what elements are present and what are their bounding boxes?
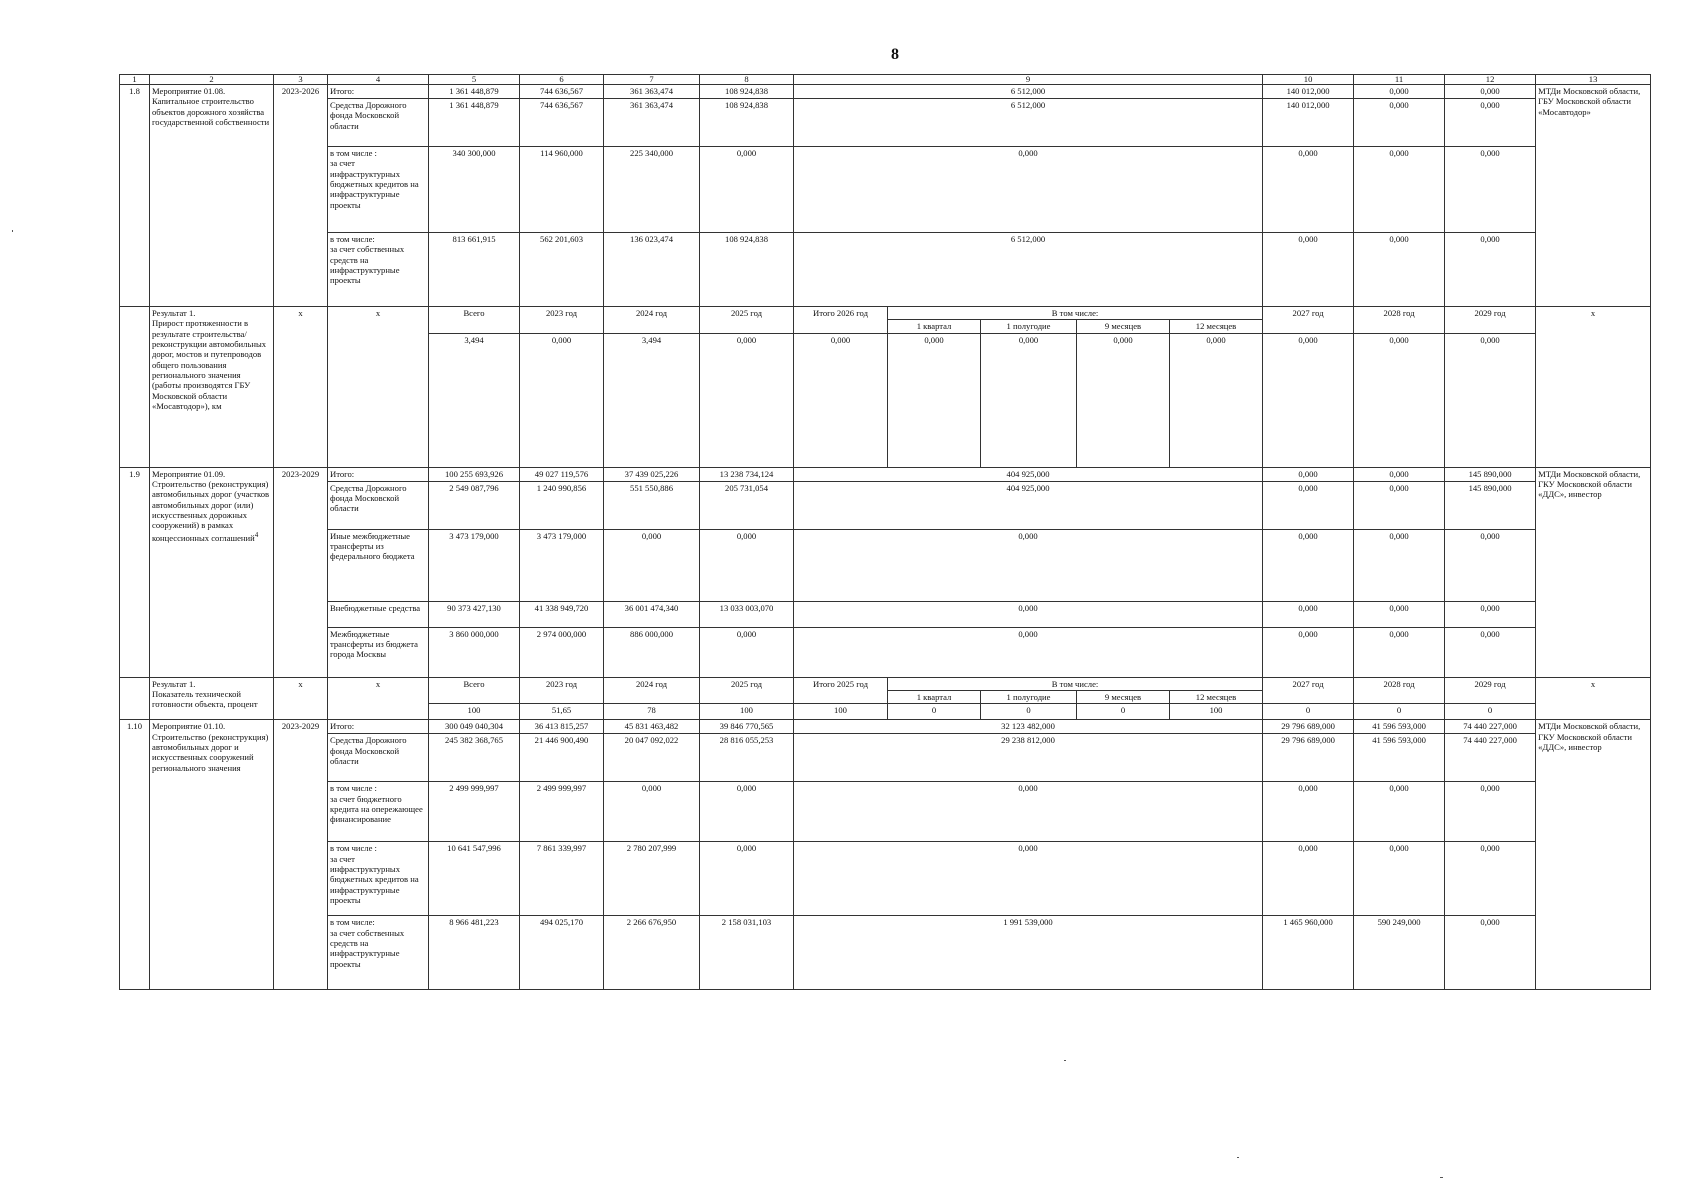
executor: МТДи Московской области, ГКУ Московской области «ДДС», инвестор — [1536, 720, 1651, 990]
amount-cell: 0,000 — [1445, 601, 1536, 627]
result-value: 0,000 — [1354, 333, 1445, 467]
result-incl-head: В том числе: — [888, 677, 1263, 690]
funding-source: Средства Дорожного фонда Московской области — [328, 481, 429, 529]
amount-2026-cell: 1 991 539,000 — [794, 916, 1263, 990]
column-header-8: 8 — [700, 75, 794, 85]
amount-cell: 74 440 227,000 — [1445, 734, 1536, 782]
amount-cell: 205 731,054 — [700, 481, 794, 529]
amount-2026-cell: 0,000 — [794, 147, 1263, 233]
funding-source: Иные межбюджетные трансферты из федерального бюджета — [328, 529, 429, 601]
column-header-1: 1 — [120, 75, 150, 85]
column-header-4: 4 — [328, 75, 429, 85]
result-year-head: 2027 год — [1263, 677, 1354, 704]
amount-cell: 0,000 — [700, 842, 794, 916]
amount-2026-cell: 6 512,000 — [794, 99, 1263, 147]
table-row — [120, 782, 1651, 842]
amount-cell: 3 473 179,000 — [429, 529, 520, 601]
amount-2026-cell: 6 512,000 — [794, 233, 1263, 307]
amount-cell: 361 363,474 — [604, 85, 700, 99]
amount-cell: 0,000 — [1445, 99, 1536, 147]
amount-cell: 41 338 949,720 — [520, 601, 604, 627]
result-quarter-head: 12 месяцев — [1170, 690, 1263, 703]
measure-name — [150, 720, 274, 990]
result-quarter-head: 9 месяцев — [1077, 690, 1170, 703]
amount-cell: 0,000 — [1263, 601, 1354, 627]
amount-cell: 744 636,567 — [520, 85, 604, 99]
amount-cell: 8 966 481,223 — [429, 916, 520, 990]
result-value: 100 — [794, 704, 888, 720]
amount-2026-cell: 0,000 — [794, 601, 1263, 627]
amount-cell: 0,000 — [1354, 782, 1445, 842]
amount-cell: 49 027 119,576 — [520, 467, 604, 481]
amount-cell: 41 596 593,000 — [1354, 720, 1445, 734]
column-header-5: 5 — [429, 75, 520, 85]
result-quarter-head: 1 квартал — [888, 690, 981, 703]
result-value: 100 — [700, 704, 794, 720]
amount-cell: 1 361 448,879 — [429, 85, 520, 99]
amount-2026-cell: 0,000 — [794, 529, 1263, 601]
result-year-head: 2027 год — [1263, 307, 1354, 334]
amount-cell: 145 890,000 — [1445, 467, 1536, 481]
amount-2026-cell: 0,000 — [794, 782, 1263, 842]
table-row — [120, 99, 1651, 147]
funding-source: в том числе: за счет собственных средств на инфраструктурные проекты — [328, 916, 429, 990]
amount-cell: 361 363,474 — [604, 99, 700, 147]
amount-cell: 13 033 003,070 — [700, 601, 794, 627]
amount-cell: 0,000 — [1354, 481, 1445, 529]
amount-cell: 0,000 — [1354, 467, 1445, 481]
result-year-head: 2028 год — [1354, 677, 1445, 704]
amount-cell: 36 001 474,340 — [604, 601, 700, 627]
amount-cell: 2 158 031,103 — [700, 916, 794, 990]
result-year-head: 2023 год — [520, 677, 604, 704]
amount-cell: 0,000 — [1263, 782, 1354, 842]
result-value: 0 — [1077, 704, 1170, 720]
amount-cell: 41 596 593,000 — [1354, 734, 1445, 782]
amount-cell: 0,000 — [1354, 147, 1445, 233]
result-incl-head: В том числе: — [888, 307, 1263, 320]
amount-cell: 108 924,838 — [700, 233, 794, 307]
row-number-empty — [120, 307, 150, 468]
amount-cell: 39 846 770,565 — [700, 720, 794, 734]
amount-cell: 0,000 — [700, 627, 794, 677]
period: 2023-2029 — [274, 467, 328, 677]
amount-cell: 0,000 — [1354, 99, 1445, 147]
result-year-head: 2024 год — [604, 307, 700, 334]
result-x: х — [1536, 307, 1651, 468]
column-header-12: 12 — [1445, 75, 1536, 85]
result-quarter-head: 9 месяцев — [1077, 320, 1170, 333]
row-number-empty — [120, 677, 150, 720]
column-header-13: 13 — [1536, 75, 1651, 85]
amount-cell: 0,000 — [1263, 842, 1354, 916]
result-name: Результат 1. Прирост протяженности в результате строительства/ реконструкции автомобильных дорог, мостов и путепроводов общего пользования регионального значения (работы производятся ГБУ Московской области «Мосавтодор»), км — [150, 307, 274, 468]
result-value: 3,494 — [429, 333, 520, 467]
measure-name-text: Мероприятие 01.09. Строительство (реконструкция) автомобильных дорог (участков автомобильных дорог (или) искусственных дорожных сооружений) в рамках концессионных соглашений — [152, 468, 270, 543]
amount-cell: 13 238 734,124 — [700, 467, 794, 481]
result-year-head: Итого 2026 год — [794, 307, 888, 334]
table-row — [120, 75, 1651, 85]
table-row — [120, 842, 1651, 916]
result-year-head: 2025 год — [700, 307, 794, 334]
result-year-head: 2028 год — [1354, 307, 1445, 334]
funding-source: в том числе : за счет инфраструктурных бюджетных кредитов на инфраструктурные проекты — [328, 147, 429, 233]
executor: МТДи Московской области, ГКУ Московской области «ДДС», инвестор — [1536, 467, 1651, 677]
amount-cell: 0,000 — [700, 529, 794, 601]
scan-speck — [1064, 1060, 1066, 1061]
result-year-head: Итого 2025 год — [794, 677, 888, 704]
result-value: 0 — [1445, 704, 1536, 720]
amount-cell: 1 465 960,000 — [1263, 916, 1354, 990]
amount-cell: 0,000 — [1263, 481, 1354, 529]
amount-cell: 3 860 000,000 — [429, 627, 520, 677]
amount-cell: 2 549 087,796 — [429, 481, 520, 529]
column-header-9: 9 — [794, 75, 1263, 85]
measure-name-text: Мероприятие 01.08. Капитальное строительство объектов дорожного хозяйства государственной собственности — [152, 86, 270, 127]
page-number: 8 — [891, 46, 899, 63]
scan-speck — [1440, 1177, 1443, 1178]
row-number: 1.10 — [120, 720, 150, 990]
amount-cell: 300 049 040,304 — [429, 720, 520, 734]
scan-speck — [1237, 1157, 1239, 1158]
result-year-head: 2024 год — [604, 677, 700, 704]
amount-cell: 36 413 815,257 — [520, 720, 604, 734]
result-value: 100 — [429, 704, 520, 720]
amount-cell: 0,000 — [1354, 627, 1445, 677]
result-value: 0,000 — [700, 333, 794, 467]
amount-2026-cell: 404 925,000 — [794, 467, 1263, 481]
result-x: х — [328, 307, 429, 468]
amount-2026-cell: 32 123 482,000 — [794, 720, 1263, 734]
result-year-head: Всего — [429, 307, 520, 334]
amount-cell: 136 023,474 — [604, 233, 700, 307]
result-value: 0,000 — [1263, 333, 1354, 467]
result-value: 0,000 — [1170, 333, 1263, 467]
amount-cell: 29 796 689,000 — [1263, 720, 1354, 734]
amount-2026-cell: 6 512,000 — [794, 85, 1263, 99]
amount-cell: 0,000 — [1445, 529, 1536, 601]
amount-cell: 2 974 000,000 — [520, 627, 604, 677]
amount-cell: 2 499 999,997 — [520, 782, 604, 842]
table-row — [120, 481, 1651, 529]
amount-cell: 0,000 — [1354, 601, 1445, 627]
amount-cell: 340 300,000 — [429, 147, 520, 233]
amount-cell: 114 960,000 — [520, 147, 604, 233]
amount-cell: 2 499 999,997 — [429, 782, 520, 842]
result-x: х — [274, 307, 328, 468]
amount-cell: 0,000 — [1263, 147, 1354, 233]
table-row — [120, 529, 1651, 601]
result-value: 0,000 — [1445, 333, 1536, 467]
column-header-10: 10 — [1263, 75, 1354, 85]
amount-cell: 140 012,000 — [1263, 85, 1354, 99]
amount-cell: 90 373 427,130 — [429, 601, 520, 627]
amount-cell: 744 636,567 — [520, 99, 604, 147]
amount-cell: 0,000 — [700, 782, 794, 842]
amount-cell: 551 550,886 — [604, 481, 700, 529]
result-quarter-head: 12 месяцев — [1170, 320, 1263, 333]
amount-cell: 2 780 207,999 — [604, 842, 700, 916]
result-year-head: Всего — [429, 677, 520, 704]
amount-cell: 3 473 179,000 — [520, 529, 604, 601]
amount-cell: 0,000 — [1354, 233, 1445, 307]
table-row — [120, 233, 1651, 307]
result-year-head: 2025 год — [700, 677, 794, 704]
result-value: 0 — [888, 704, 981, 720]
amount-cell: 0,000 — [604, 782, 700, 842]
financing-table — [119, 74, 1651, 990]
scan-speck — [12, 230, 13, 232]
table-row — [120, 467, 1651, 481]
table-row — [120, 720, 1651, 734]
result-value: 0,000 — [888, 333, 981, 467]
amount-cell: 0,000 — [1263, 529, 1354, 601]
amount-2026-cell: 0,000 — [794, 842, 1263, 916]
table-row — [120, 307, 1651, 320]
amount-cell: 28 816 055,253 — [700, 734, 794, 782]
amount-cell: 225 340,000 — [604, 147, 700, 233]
executor: МТДи Московской области, ГБУ Московской области «Мосавтодор» — [1536, 85, 1651, 307]
funding-source: Средства Дорожного фонда Московской области — [328, 734, 429, 782]
result-value: 51,65 — [520, 704, 604, 720]
funding-source: Межбюджетные трансферты из бюджета города Москвы — [328, 627, 429, 677]
result-value: 78 — [604, 704, 700, 720]
amount-cell: 0,000 — [1445, 842, 1536, 916]
result-quarter-head: 1 полугодие — [981, 690, 1077, 703]
amount-cell: 74 440 227,000 — [1445, 720, 1536, 734]
amount-cell: 108 924,838 — [700, 85, 794, 99]
column-header-6: 6 — [520, 75, 604, 85]
result-year-head: 2029 год — [1445, 307, 1536, 334]
amount-cell: 45 831 463,482 — [604, 720, 700, 734]
result-value: 0,000 — [1077, 333, 1170, 467]
result-name: Результат 1. Показатель технической готовности объекта, процент — [150, 677, 274, 720]
result-value: 0,000 — [981, 333, 1077, 467]
amount-cell: 7 861 339,997 — [520, 842, 604, 916]
amount-cell: 590 249,000 — [1354, 916, 1445, 990]
amount-cell: 100 255 693,926 — [429, 467, 520, 481]
amount-cell: 0,000 — [1354, 85, 1445, 99]
column-header-2: 2 — [150, 75, 274, 85]
amount-cell: 0,000 — [1263, 233, 1354, 307]
amount-cell: 37 439 025,226 — [604, 467, 700, 481]
table-row — [120, 734, 1651, 782]
amount-cell: 0,000 — [1263, 467, 1354, 481]
result-value: 0 — [1263, 704, 1354, 720]
result-value: 0 — [981, 704, 1077, 720]
measure-name — [150, 467, 274, 677]
funding-source: в том числе : за счет бюджетного кредита на опережающее финансирование — [328, 782, 429, 842]
result-year-head: 2029 год — [1445, 677, 1536, 704]
result-value: 100 — [1170, 704, 1263, 720]
table-row — [120, 601, 1651, 627]
amount-cell: 0,000 — [1445, 916, 1536, 990]
amount-2026-cell: 404 925,000 — [794, 481, 1263, 529]
result-year-head: 2023 год — [520, 307, 604, 334]
funding-source: Итого: — [328, 85, 429, 99]
measure-name — [150, 85, 274, 307]
result-quarter-head: 1 квартал — [888, 320, 981, 333]
amount-cell: 0,000 — [1445, 85, 1536, 99]
footnote-marker: 4 — [254, 530, 259, 539]
column-header-3: 3 — [274, 75, 328, 85]
amount-cell: 145 890,000 — [1445, 481, 1536, 529]
funding-source: в том числе: за счет собственных средств на инфраструктурные проекты — [328, 233, 429, 307]
column-header-11: 11 — [1354, 75, 1445, 85]
result-value: 0,000 — [520, 333, 604, 467]
period: 2023-2029 — [274, 720, 328, 990]
amount-cell: 245 382 368,765 — [429, 734, 520, 782]
funding-source: Итого: — [328, 467, 429, 481]
amount-cell: 1 361 448,879 — [429, 99, 520, 147]
result-value: 0 — [1354, 704, 1445, 720]
table-row — [120, 147, 1651, 233]
result-x: х — [328, 677, 429, 720]
amount-cell: 0,000 — [1445, 233, 1536, 307]
column-header-7: 7 — [604, 75, 700, 85]
row-number: 1.9 — [120, 467, 150, 677]
amount-cell: 0,000 — [1445, 782, 1536, 842]
result-x: х — [1536, 677, 1651, 720]
amount-cell: 0,000 — [1445, 147, 1536, 233]
funding-source: Средства Дорожного фонда Московской области — [328, 99, 429, 147]
amount-cell: 1 240 990,856 — [520, 481, 604, 529]
amount-cell: 21 446 900,490 — [520, 734, 604, 782]
funding-source: Внебюджетные средства — [328, 601, 429, 627]
amount-cell: 20 047 092,022 — [604, 734, 700, 782]
amount-cell: 140 012,000 — [1263, 99, 1354, 147]
amount-cell: 0,000 — [1354, 529, 1445, 601]
amount-cell: 0,000 — [700, 147, 794, 233]
amount-cell: 29 796 689,000 — [1263, 734, 1354, 782]
table-row — [120, 627, 1651, 677]
amount-cell: 0,000 — [1354, 842, 1445, 916]
amount-cell: 108 924,838 — [700, 99, 794, 147]
result-x: х — [274, 677, 328, 720]
amount-cell: 0,000 — [604, 529, 700, 601]
amount-cell: 886 000,000 — [604, 627, 700, 677]
amount-cell: 813 661,915 — [429, 233, 520, 307]
amount-cell: 494 025,170 — [520, 916, 604, 990]
amount-cell: 2 266 676,950 — [604, 916, 700, 990]
result-value: 0,000 — [794, 333, 888, 467]
amount-2026-cell: 29 238 812,000 — [794, 734, 1263, 782]
table-row — [120, 916, 1651, 990]
result-value: 3,494 — [604, 333, 700, 467]
measure-name-text: Мероприятие 01.10. Строительство (реконструкция) автомобильных дорог и искусственных сооружений регионального значения — [152, 721, 269, 773]
funding-source: Итого: — [328, 720, 429, 734]
amount-cell: 562 201,603 — [520, 233, 604, 307]
row-number: 1.8 — [120, 85, 150, 307]
amount-cell: 0,000 — [1263, 627, 1354, 677]
amount-cell: 10 641 547,996 — [429, 842, 520, 916]
amount-2026-cell: 0,000 — [794, 627, 1263, 677]
funding-source: в том числе : за счет инфраструктурных бюджетных кредитов на инфраструктурные проекты — [328, 842, 429, 916]
amount-cell: 0,000 — [1445, 627, 1536, 677]
table-row — [120, 677, 1651, 690]
table-row — [120, 85, 1651, 99]
result-quarter-head: 1 полугодие — [981, 320, 1077, 333]
period: 2023-2026 — [274, 85, 328, 307]
